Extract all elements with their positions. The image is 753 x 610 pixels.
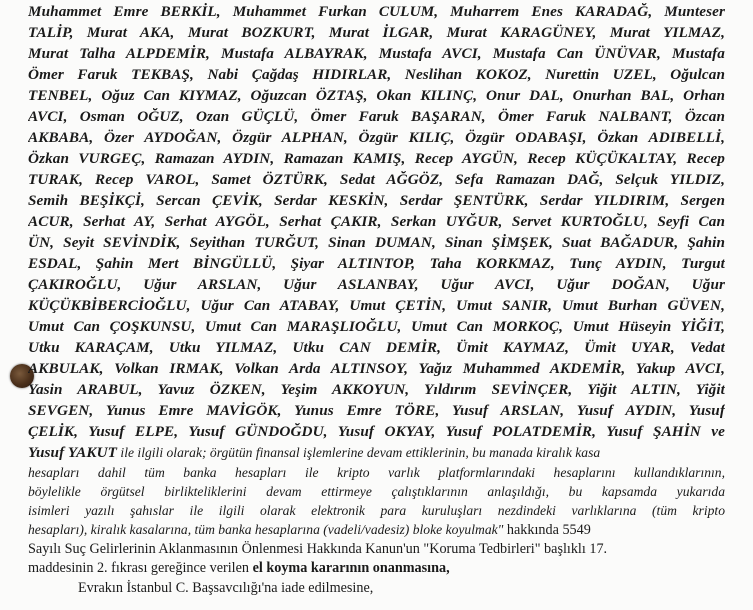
decision-text: maddesinin 2. fıkrası gereğince verilen (28, 560, 253, 576)
names-line: ESDAL, Şahin Mert BİNGÜLLÜ, Şiyar ALTINTOP, Taha KORKMAZ, Tunç AYDIN, Turgut (28, 255, 725, 272)
names-line: Özkan VURGEÇ, Ramazan AYDIN, Ramazan KAMIŞ, Recep AYGÜN, Recep KÜÇÜKALTAY, Recep (28, 150, 725, 167)
names-line: KÜÇÜKBİBERCİOĞLU, Uğur Can ATABAY, Umut ÇETİN, Umut SANIR, Umut Burhan GÜVEN, (28, 297, 725, 314)
italic-line: böylelikle örgütsel birlikteliklerini devam ettirmeye çalıştıklarının anlaşıldığı, bu kapsamda yukarıda (28, 484, 725, 499)
names-line: Muhammet Emre BERKİL, Muhammet Furkan CULUM, Muharrem Enes KARADAĞ, Munteser (28, 3, 725, 20)
names-line: Ömer Faruk TEKBAŞ, Nabi Çağdaş HIDIRLAR, Neslihan KOKOZ, Nurettin UZEL, Oğulcan (28, 66, 725, 83)
return-line: Evrakın İstanbul C. Başsavcılığı'na iade edilmesine, (78, 580, 374, 596)
names-line: AKBULAK, Volkan IRMAK, Volkan Arda ALTINSOY, Yağız Muhammed AKDEMİR, Yakup AVCI, (28, 360, 725, 377)
names-line: SEVGEN, Yunus Emre MAVİGÖK, Yunus Emre TÖRE, Yusuf ARSLAN, Yusuf AYDIN, Yusuf (28, 402, 725, 419)
names-line: Utku KARAÇAM, Utku YILMAZ, Utku CAN DEMİR, Ümit KAYMAZ, Ümit UYAR, Vedat (28, 339, 725, 356)
finance-text: ile ilgili olarak; örgütün finansal işlemlerine devam ettiklerinin, bu manada kiralık kasa (117, 445, 601, 460)
names-line: AKBABA, Özer AYDOĞAN, Özgür ALPHAN, Özgür KILIÇ, Özgür ODABAŞI, Özkan ADIBELLİ, (28, 129, 725, 146)
names-line: ÇAKIROĞLU, Uğur ARSLAN, Uğur ASLANBAY, Uğur AVCI, Uğur DOĞAN, Uğur (28, 276, 725, 293)
names-line: Murat Talha ALPDEMİR, Mustafa ALBAYRAK, Mustafa AVCI, Mustafa Can ÜNÜVAR, Mustafa (28, 45, 725, 62)
names-line: TALİP, Murat AKA, Murat BOZKURT, Murat İLGAR, Murat KARAGÜNEY, Murat YILMAZ, (28, 24, 725, 41)
finance-line (28, 443, 725, 463)
decision-line (28, 558, 725, 578)
last-name: Yusuf YAKUT (28, 444, 118, 461)
regular-fragment: hakkında 5549 (503, 522, 591, 538)
names-line: Umut Can ÇOŞKUNSU, Umut Can MARAŞLIOĞLU, Umut Can MORKOÇ, Umut Hüseyin YİĞİT, (28, 318, 725, 335)
italic-line: isimleri yazılı şahıslar ile ilgili olarak elektronik para kuruluşları nezdindeki varlıklarına (tüm kripto (28, 503, 725, 518)
decision-bold: el koyma kararının onanmasına, (252, 560, 450, 576)
italic-line-last (28, 520, 725, 540)
italic-line: hesapları dahil tüm banka hesapları ile kripto varlık platformlarındaki hesaplarını kullandıklarının, (28, 465, 725, 480)
names-line: ACUR, Serhat AY, Serhat AYGÖL, Serhat ÇAKIR, Serkan UYĞUR, Servet KURTOĞLU, Seyfi Can (28, 213, 725, 230)
names-line: Yasin ARABUL, Yavuz ÖZKEN, Yeşim AKKOYUN, Yıldırım SEVİNÇER, Yiğit ALTIN, Yiğit (28, 381, 725, 398)
names-line: TENBEL, Oğuz Can KIYMAZ, Oğuzcan ÖZTAŞ, Okan KILINÇ, Onur DAL, Onurhan BAL, Orhan (28, 87, 725, 104)
names-line: ÇELİK, Yusuf ELPE, Yusuf GÜNDOĞDU, Yusuf OKYAY, Yusuf POLATDEMİR, Yusuf ŞAHİN ve (28, 423, 725, 440)
names-line: ÜN, Seyit SEVİNDİK, Seyithan TURĞUT, Sinan DUMAN, Sinan ŞİMŞEK, Suat BAĞADUR, Şahin (28, 234, 725, 251)
names-line: AVCI, Osman OĞUZ, Ozan GÜÇLÜ, Ömer Faruk BAŞARAN, Ömer Faruk NALBANT, Özcan (28, 108, 725, 125)
law-line: Sayılı Suç Gelirlerinin Aklanmasının Önlenmesi Hakkında Kanun'un "Koruma Tedbirleri" başlıklı 17. (28, 541, 608, 557)
italic-fragment: hesapları), kiralık kasalarına, tüm banka hesaplarına (vadeli/vadesiz) bloke koyulmak" (28, 522, 504, 537)
names-line: TURAK, Recep VAROL, Samet ÖZTÜRK, Sedat AĞGÖZ, Sefa Ramazan DAĞ, Selçuk YILDIZ, (28, 171, 725, 188)
names-line: Semih BEŞİKÇİ, Sercan ÇEVİK, Serdar KESKİN, Serdar ŞENTÜRK, Serdar YILDIRIM, Sergen (28, 192, 725, 209)
